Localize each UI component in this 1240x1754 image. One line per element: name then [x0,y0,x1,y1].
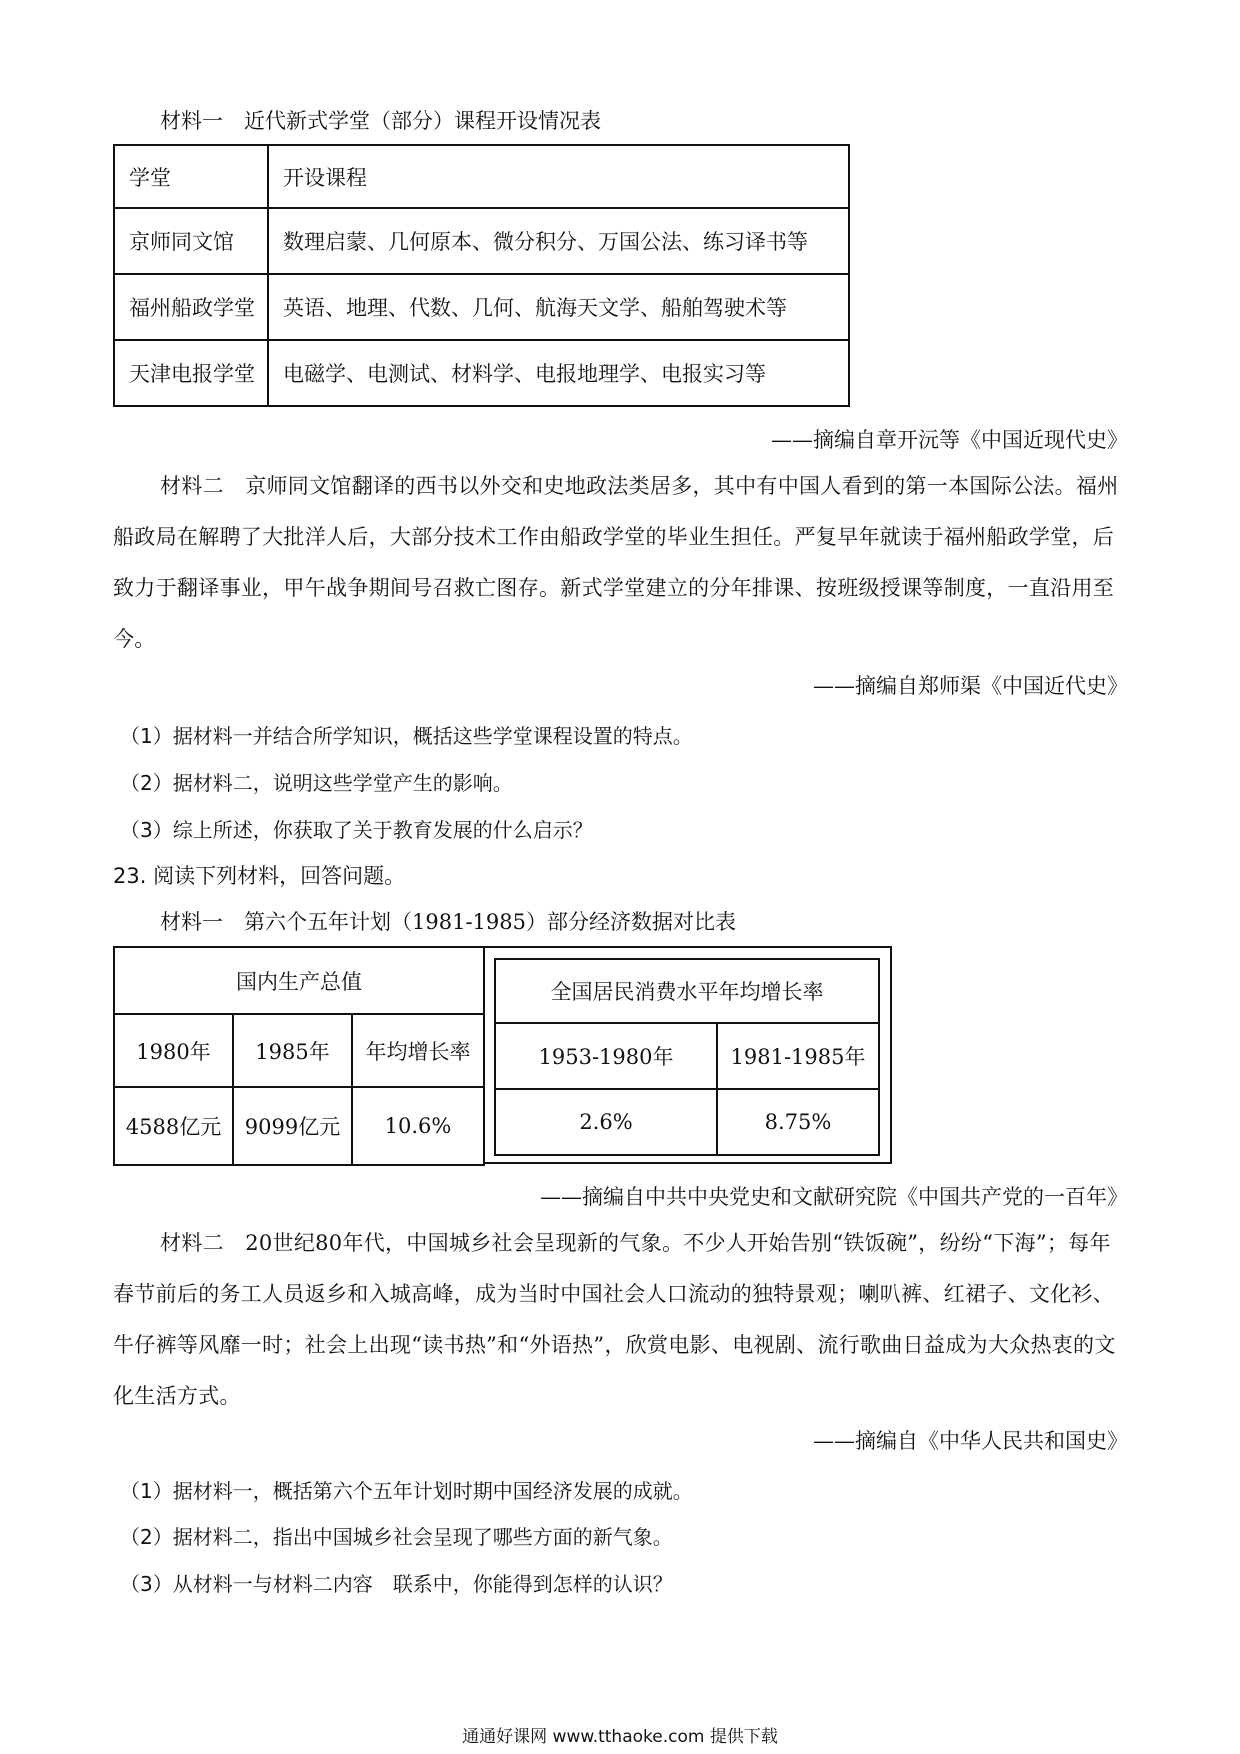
table-cell: 4588亿元 [114,1087,233,1165]
table-header-cell: 全国居民消费水平年均增长率 [495,959,879,1023]
table-header-row [114,145,849,208]
table-cell: 英语、地理、代数、几何、航海天文学、船舶驾驶术等 [268,274,849,340]
table-cell: 福州船政学堂 [114,274,268,340]
source-citation: ——摘编自章开沅等《中国近现代史》 [771,428,1128,452]
material2-paragraph: 材料二 20世纪80年代，中国城乡社会呈现新的气象。不少人开始告别“铁饭碗”，纷纷“下海”；每年春节前后的务工人员返乡和入城高峰，成为当时中国社会人口流动的独特景观；喇叭裤、红裙子、文化衫、牛仔裤等风靡一时；社会上出现“读书热”和“外语热”，欣赏电影、电视剧、流行歌曲日益成为大众热衷的文化生活方式。 [113,1231,1116,1408]
table-header-cell: 学堂 [114,145,268,208]
source-citation: ——摘编自郑师渠《中国近代史》 [813,674,1128,698]
table-cell: 1985年 [233,1014,352,1087]
question-2: （2）据材料二，指出中国城乡社会呈现了哪些方面的新气象。 [120,1525,673,1549]
table-header-row [495,959,879,1023]
source-citation: ——摘编自《中华人民共和国史》 [813,1429,1128,1453]
table-cell: 年均增长率 [352,1014,484,1087]
consumption-table [494,958,880,1156]
table-row [495,1089,879,1155]
table-cell: 1980年 [114,1014,233,1087]
table-row [114,274,849,340]
question-23-title: 23. 阅读下列材料，回答问题。 [113,864,406,888]
table-cell: 天津电报学堂 [114,340,268,406]
material1-caption: 材料一 第六个五年计划（1981-1985）部分经济数据对比表 [160,910,736,934]
table-row [114,1014,484,1087]
table-header-cell: 国内生产总值 [114,947,484,1014]
table-row [114,340,849,406]
gdp-table [113,946,485,1166]
question-1: （1）据材料一，概括第六个五年计划时期中国经济发展的成就。 [120,1479,693,1503]
question-1: （1）据材料一并结合所学知识，概括这些学堂课程设置的特点。 [120,724,693,748]
consumption-table-frame [483,946,892,1164]
table-row [495,1023,879,1089]
table-cell: 京师同文馆 [114,208,268,274]
page-footer: 通通好课网 www.tthaoke.com 提供下载 [462,1727,778,1747]
material2-paragraph: 材料二 京师同文馆翻译的西书以外交和史地政法类居多，其中有中国人看到的第一本国际公法。福州船政局在解聘了大批洋人后，大部分技术工作由船政学堂的毕业生担任。严复早年就读于福州船政学堂，后致力于翻译事业，甲午战争期间号召救亡图存。新式学堂建立的分年排课、按班级授课等制度，一直沿用至今。 [113,474,1119,651]
table-header-cell: 开设课程 [268,145,849,208]
table-cell: 1953-1980年 [495,1023,717,1089]
course-table [113,144,850,407]
table-header-row [114,947,484,1014]
table-cell: 9099亿元 [233,1087,352,1165]
source-citation: ——摘编自中共中央党史和文献研究院《中国共产党的一百年》 [540,1185,1128,1209]
table-cell: 2.6% [495,1089,717,1155]
table-cell: 电磁学、电测试、材料学、电报地理学、电报实习等 [268,340,849,406]
question-2: （2）据材料二，说明这些学堂产生的影响。 [120,771,513,795]
table-cell: 数理启蒙、几何原本、微分积分、万国公法、练习译书等 [268,208,849,274]
question-3: （3）综上所述，你获取了关于教育发展的什么启示？ [120,818,593,842]
table-row [114,1087,484,1165]
table-cell: 10.6% [352,1087,484,1165]
table-cell: 1981-1985年 [717,1023,879,1089]
material1-caption: 材料一 近代新式学堂（部分）课程开设情况表 [160,109,601,133]
question-3: （3）从材料一与材料二内容 联系中，你能得到怎样的认识？ [120,1572,673,1596]
table-cell: 8.75% [717,1089,879,1155]
table-row [114,208,849,274]
